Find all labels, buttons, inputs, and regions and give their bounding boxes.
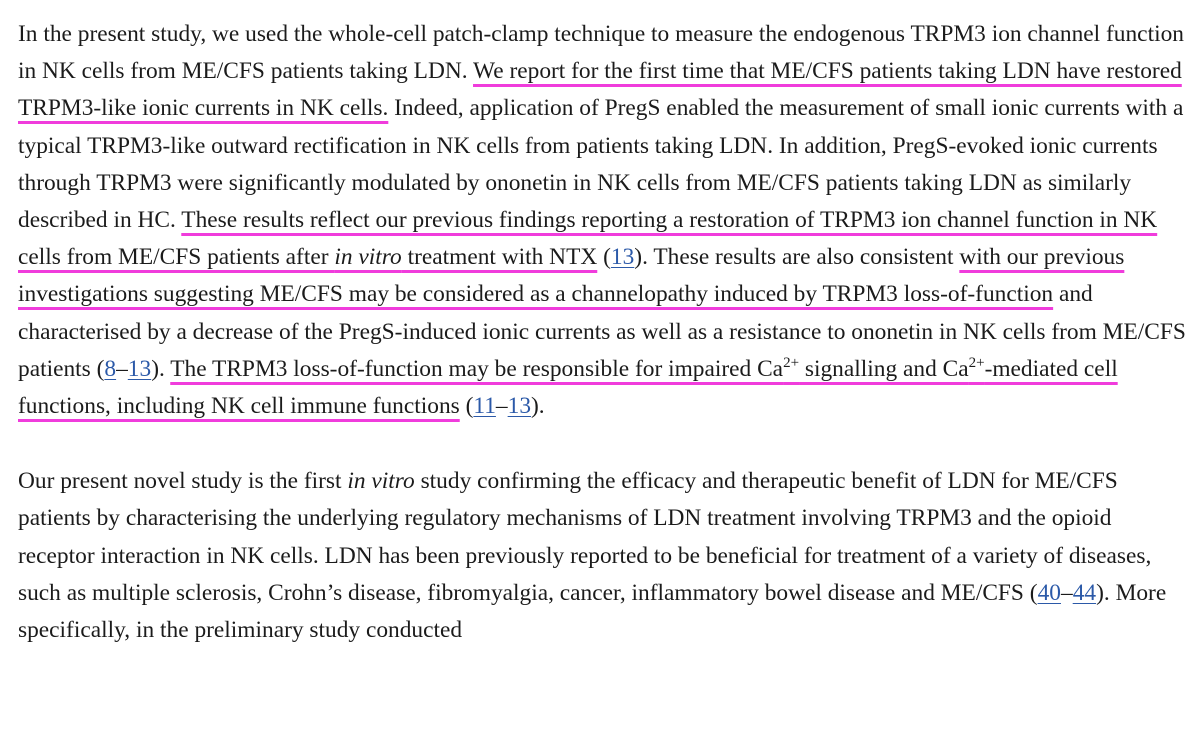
highlighted-loss-of-function: [18, 356, 1118, 419]
highlighted-text: signalling and Ca: [799, 355, 969, 382]
sentence-text: In the present study, we used the whole-cell patch-clamp technique to measure the endogenous TRPM3 ion channel function in NK cells from ME/CFS patients taking LDN.: [18, 21, 1184, 85]
superscript-charge: 2+: [783, 354, 800, 371]
paragraph-2: [18, 463, 1190, 649]
article-body: [18, 16, 1190, 649]
citation-link-13[interactable]: 13: [507, 393, 532, 420]
sentence-text: ). These results are also consistent: [634, 244, 960, 271]
emphasis-in-vitro: in vitro: [334, 244, 402, 271]
paragraph-1: [18, 16, 1190, 425]
sentence-text: Our present novel study is the first: [18, 468, 348, 495]
citation-link-40[interactable]: 40: [1037, 579, 1061, 606]
highlighted-text: These results reflect our previous findings reporting a restoration of TRPM3 ion channel function in NK cells from ME/CFS patients after: [18, 207, 1158, 271]
highlighted-channelopathy: with our previous investigations suggesting ME/CFS may be considered as a channelopathy induced by TRPM3 loss-of-function: [18, 244, 1125, 308]
sentence-text: Indeed, application of PregS enabled the measurement of small ionic currents with a typical TRPM3-like outward rectification in NK cells from patients taking LDN. In addition, PregS-evoked ionic currents through TRPM3 were significantly modulated by ononetin in NK cells from ME/CFS patients taking LDN as similarly described in HC.: [18, 95, 1184, 234]
citation-range-dash: –: [495, 393, 508, 420]
highlighted-text: The TRPM3 loss-of-function may be responsible for impaired Ca: [170, 355, 784, 382]
citation-link-13[interactable]: 13: [127, 355, 152, 382]
citation-link-44[interactable]: 44: [1072, 579, 1097, 606]
citation-range-dash: –: [116, 355, 128, 382]
sentence-text: ). More specifically, in the preliminary study conducted: [18, 579, 1167, 644]
sentence-text: (: [459, 393, 474, 420]
sentence-text: ).: [151, 355, 171, 382]
sentence-text: (: [597, 244, 611, 271]
sentence-text: ).: [531, 393, 545, 420]
superscript-charge: 2+: [968, 354, 985, 371]
citation-link-11[interactable]: 11: [473, 393, 496, 420]
citation-link-8[interactable]: 8: [104, 355, 117, 382]
citation-range-dash: –: [1060, 579, 1073, 606]
sentence-text: study confirming the efficacy and therapeutic benefit of LDN for ME/CFS patients by characterising the underlying regulatory mechanisms of LDN treatment involving TRPM3 and the opioid receptor interaction in NK cells. LDN has been previously reported to be beneficial for treatment of a variety of diseases, such as multiple sclerosis, Crohn’s disease, fibromyalgia, cancer, inflammatory bowel disease and ME/CFS (: [18, 468, 1152, 606]
sentence-text: and characterised by a decrease of the PregS-induced ionic currents as well as a resistance to ononetin in NK cells from ME/CFS patients (: [18, 281, 1186, 382]
highlighted-text: treatment with NTX: [401, 244, 598, 271]
citation-link-13[interactable]: 13: [610, 244, 635, 271]
highlighted-finding-restored-currents: We report for the first time that ME/CFS patients taking LDN have restored TRPM3-like ionic currents in NK cells.: [18, 58, 1182, 122]
emphasis-in-vitro: in vitro: [347, 468, 415, 495]
highlighted-text: -mediated cell functions, including NK cell immune functions: [18, 355, 1118, 420]
